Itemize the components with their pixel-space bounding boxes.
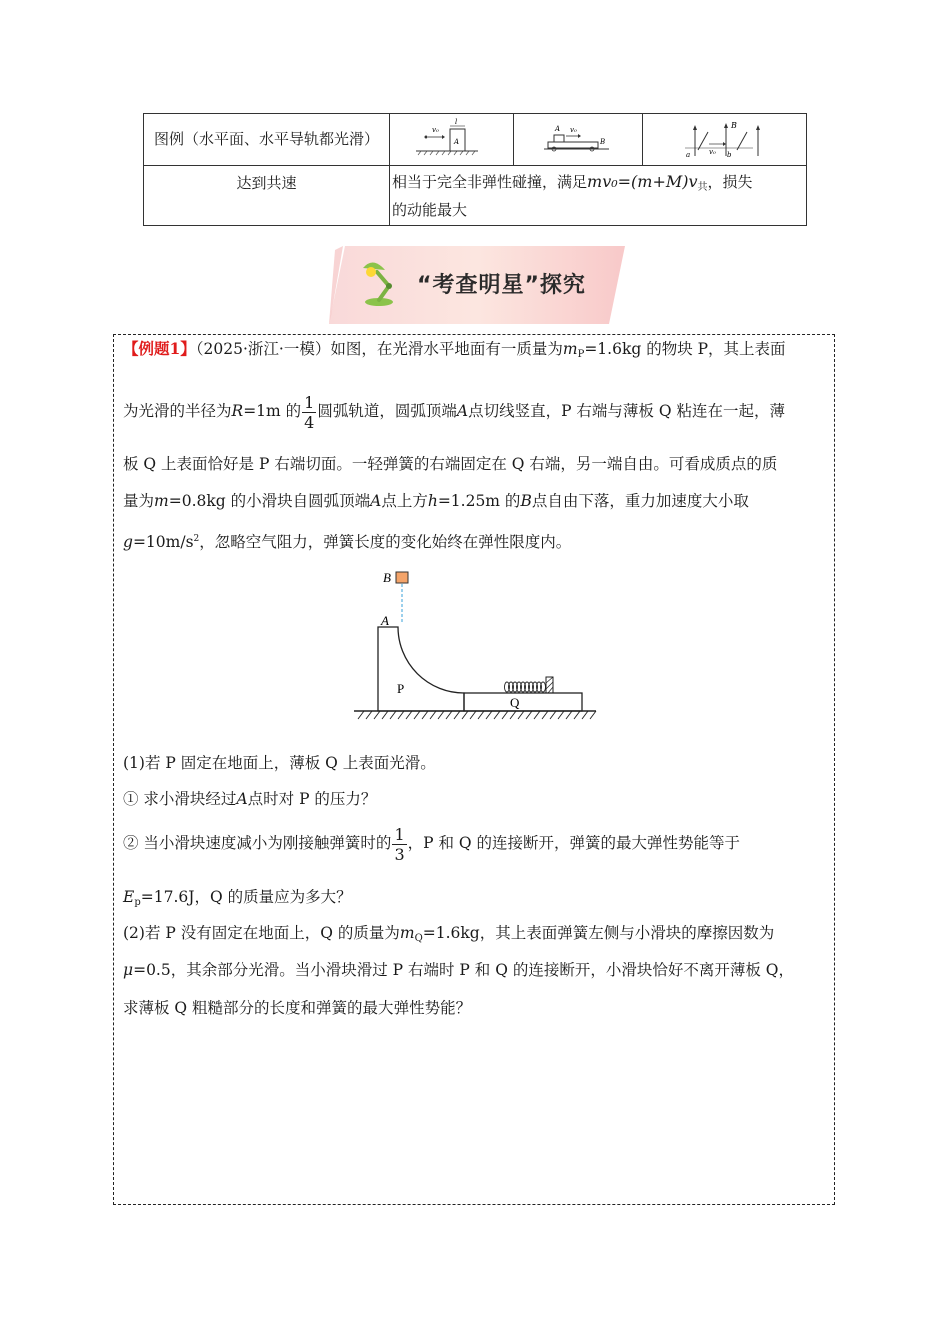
banner-title: “考查明星”探究 xyxy=(417,273,586,298)
var-h: h xyxy=(427,492,438,510)
legend-label-cell xyxy=(144,114,390,166)
text: ，忽略空气阻力，弹簧长度的变化始终在弹性限度内。 xyxy=(199,533,572,552)
text: ，P 和 Q 的连接断开，弹簧的最大弹性势能等于 xyxy=(407,834,741,852)
question-1b-cont xyxy=(123,886,352,914)
legend-figure-3 xyxy=(643,114,807,166)
legend-label: 图例（水平面、水平导轨都光滑） xyxy=(153,130,379,148)
var-sub: Q xyxy=(414,933,423,944)
question-2-cont xyxy=(123,959,794,981)
co-velocity-label: 达到共速 xyxy=(236,174,297,192)
label-p: P xyxy=(397,681,405,696)
var-a: A xyxy=(370,492,382,510)
figure-board-block xyxy=(514,114,642,161)
text: 点上方 xyxy=(381,492,428,510)
question-2-cont-2: 求薄板 Q 粗糙部分的长度和弹簧的最大弹性势能？ xyxy=(123,999,472,1017)
text: =0.5，其余部分光滑。当小滑块滑过 P 右端时 P 和 Q 的连接断开，小滑块恰好不离开薄板 Q， xyxy=(133,961,794,979)
label-a: A xyxy=(381,613,389,628)
fig3-b: b xyxy=(727,151,732,159)
third-fraction xyxy=(392,825,406,864)
var-b: B xyxy=(520,492,532,510)
var-m: m xyxy=(154,492,169,510)
var-g: g xyxy=(123,533,133,552)
question-2 xyxy=(123,922,774,950)
var-a: A xyxy=(456,402,469,420)
fig3-b-field: B xyxy=(731,121,737,130)
desc-part-2: ，损失 xyxy=(707,172,753,191)
var-r: R xyxy=(231,402,244,420)
text: ① 求小滑块经过 xyxy=(123,790,237,808)
momentum-formula: mv₀=(m+M)v xyxy=(587,171,698,191)
text: =0.8kg 的小滑块自圆弧顶端 xyxy=(168,492,371,510)
var-m: m xyxy=(562,340,578,358)
co-velocity-label-cell xyxy=(144,166,390,226)
example-tag: 【例题1】 xyxy=(123,339,196,358)
frac-den: 3 xyxy=(394,844,405,864)
problem-line-5 xyxy=(123,528,571,553)
text: (2)若 P 没有固定在地面上，Q 的质量为 xyxy=(123,924,400,942)
text: =1.6kg，其上表面弹簧左侧与小滑块的摩擦因数为 xyxy=(422,924,775,942)
text: =1m 的 xyxy=(243,402,302,420)
var-sub: P xyxy=(577,349,585,360)
frac-num: 1 xyxy=(304,392,315,412)
text: 量为 xyxy=(123,492,155,510)
fig2-b: B xyxy=(600,138,606,146)
desc-line-2: 的动能最大 xyxy=(392,200,468,219)
var-mu: μ xyxy=(123,961,134,979)
legend-figure-1 xyxy=(390,114,514,166)
figure-block-wall xyxy=(390,114,513,161)
problem-line-1 xyxy=(123,338,786,366)
legend-figure-2 xyxy=(514,114,643,166)
figure-rails-field xyxy=(643,114,806,161)
problem-source: （2025·浙江·一模） xyxy=(195,340,331,358)
text: =1.25m 的 xyxy=(437,492,521,510)
desc-part-1: 相当于完全非弹性碰撞，满足 xyxy=(392,172,588,191)
quarter-fraction xyxy=(302,393,316,432)
fig2-a: A xyxy=(555,125,561,133)
text: 为光滑的半径为 xyxy=(123,402,232,420)
question-1b xyxy=(123,822,740,864)
text: 点时对 P 的压力？ xyxy=(247,790,377,808)
var-a: A xyxy=(236,790,248,808)
var-sub: p xyxy=(134,897,141,908)
problem-line-4 xyxy=(123,490,749,512)
fig3-a: a xyxy=(686,151,691,159)
text: ② 当小滑块速度减小为刚接触弹簧时的 xyxy=(123,834,392,852)
spring xyxy=(505,682,546,692)
text: 如图，在光滑水平地面有一质量为 xyxy=(330,340,563,358)
question-1: (1)若 P 固定在地面上，薄板 Q 上表面光滑。 xyxy=(123,754,436,772)
label-q: Q xyxy=(510,695,520,710)
text: 点切线竖直，P 右端与薄板 Q 粘连在一起，薄 xyxy=(468,402,785,420)
frac-den: 4 xyxy=(304,412,315,432)
fig2-v0: v₀ xyxy=(570,126,577,134)
var-m: m xyxy=(399,924,415,942)
physics-figure xyxy=(350,565,600,725)
var-e: E xyxy=(123,888,135,906)
text: =1.6kg 的物块 P，其上表面 xyxy=(584,340,786,358)
superscript: 2 xyxy=(193,534,200,544)
model-table xyxy=(143,113,807,226)
frac-num: 1 xyxy=(394,824,405,844)
problem-line-3: 板 Q 上表面恰好是 P 右端切面。一轻弹簧的右端固定在 Q 右端，另一端自由。可看成质点的质 xyxy=(123,455,778,473)
text: 圆弧轨道，圆弧顶端 xyxy=(317,402,457,420)
text: 点自由下落，重力加速度大小取 xyxy=(531,492,749,510)
fig1-l: l xyxy=(455,118,458,126)
fig1-v0: v₀ xyxy=(432,126,439,134)
problem-line-2 xyxy=(123,390,785,432)
co-velocity-description xyxy=(390,166,807,226)
formula-sub: 共 xyxy=(697,181,708,193)
question-1a xyxy=(123,788,376,810)
fig3-v0: v₀ xyxy=(709,148,716,156)
text: =17.6J，Q 的质量应为多大？ xyxy=(140,888,352,906)
fig1-a: A xyxy=(454,138,460,146)
label-b: B xyxy=(383,570,391,585)
text: =10m/s xyxy=(132,533,194,552)
